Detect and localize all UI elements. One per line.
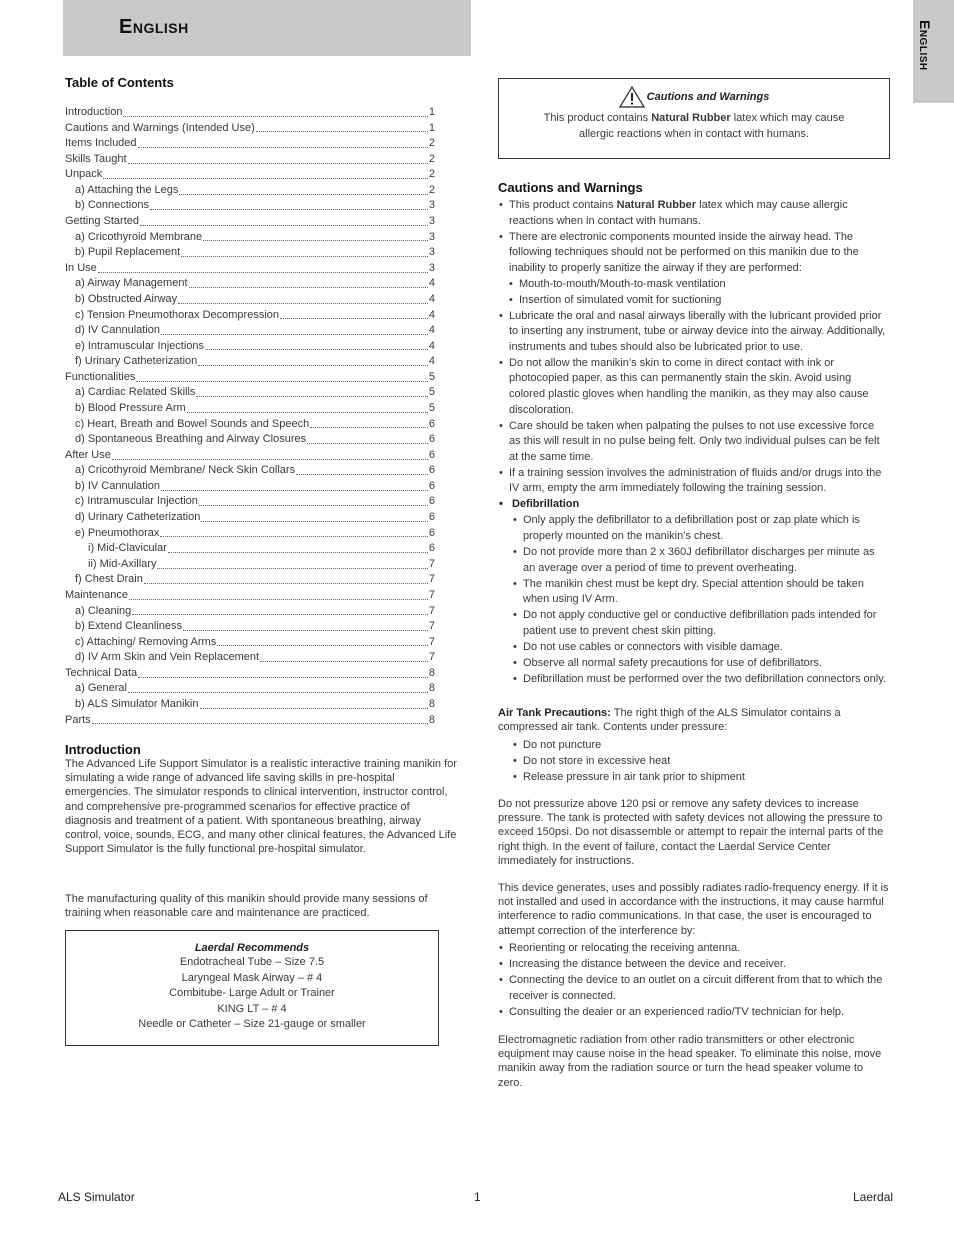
toc-leader-dots (256, 122, 428, 132)
toc-entry-label: Parts (65, 713, 91, 726)
toc-entry-label: b) Obstructed Airway (75, 292, 178, 305)
footer-page-number: 1 (474, 1190, 481, 1204)
toc-entry-label: a) General (75, 682, 127, 695)
list-item: • Reorienting or relocating the receiving antenna. (498, 940, 890, 956)
list-item: • Do not use cables or connectors with visible damage. (498, 640, 888, 656)
toc-entry-page: 6 (428, 495, 435, 508)
header-banner (63, 0, 471, 56)
toc-entry-label: Cautions and Warnings (Intended Use) (65, 121, 255, 134)
toc-entry (65, 526, 435, 542)
toc-entry (65, 650, 435, 666)
toc-entry-page: 6 (428, 448, 435, 461)
toc-leader-dots (92, 714, 428, 724)
toc-entry (65, 510, 435, 526)
toc-entry-page: 4 (428, 277, 435, 290)
toc-entry (65, 619, 435, 635)
toc-leader-dots (123, 107, 427, 117)
toc-entry-page: 7 (428, 573, 435, 586)
toc-entry (65, 541, 435, 557)
toc-leader-dots (183, 621, 428, 631)
list-item: • If a training session involves the administration of fluids and/or drugs into the IV arm, empty the arm immediately following the training session. (498, 466, 888, 497)
pressure-paragraph: Do not pressurize above 120 psi or remove any safety devices to increase pressure. The tank is protected with safety devices not allowing the pressure to exceed 150psi. Do not disassemble or attempt to repair the internal parts of the right thigh. In the event of failure, contact the Laerdal Service Center immediately for instructions. (498, 798, 884, 867)
toc-entry-label: Introduction (65, 106, 123, 118)
warning-text (529, 110, 859, 142)
toc-entry (65, 401, 435, 417)
toc-leader-dots (181, 247, 428, 257)
list-item: • Do not allow the manikin’s skin to come in direct contact with ink or photocopied paper, as this can permanently stain the skin. Avoid using colored plastic gloves when handling the manikin, as they may also cause discoloration. (498, 356, 888, 418)
toc-leader-dots (189, 278, 428, 288)
recommends-title: Laerdal Recommends (194, 942, 310, 954)
toc-entry (65, 105, 435, 121)
toc-entry (65, 167, 435, 183)
cautions-list (498, 198, 888, 688)
air-tank-label: Air Tank Precautions: (498, 707, 611, 719)
toc-entry (65, 183, 435, 199)
toc-entry (65, 417, 435, 433)
toc-leader-dots (205, 340, 428, 350)
toc-entry-page: 4 (428, 355, 435, 368)
toc-entry-page: 6 (428, 511, 435, 524)
toc-entry-page: 3 (428, 215, 435, 228)
toc-leader-dots (138, 138, 428, 148)
toc-leader-dots (144, 574, 428, 584)
toc-entry-page: 8 (428, 713, 435, 726)
list-item: • Care should be taken when palpating the pulses to not use excessive force as this will result in no pulse being felt. Only two individual pulses can be felt at the same time. (498, 419, 888, 466)
introduction-paragraph: The Advanced Life Support Simulator is a realistic interactive training manikin for simulating a wide range of advanced life saving skills in pre-hospital emergencies. The simulator responds to clinical intervention, instructor control, and comprehensive pre-programmed scenarios for effective practice of diagnosis and treatment of a patient. With spontaneous breathing, airway control, voice, sounds, ECG, and many other clinical features, the Advanced Life Support Simulator is the fully functional pre-hospital simulator. (65, 758, 457, 856)
toc-entry-page: 1 (428, 106, 435, 118)
toc-entry (65, 276, 435, 292)
toc-entry (65, 635, 435, 651)
toc-leader-dots (168, 543, 428, 553)
warning-text-end: latex which may cause allergic reactions when in contact with humans. (579, 112, 845, 140)
toc-entry-label: c) Heart, Breath and Bowel Sounds and Speech (75, 417, 310, 430)
toc-leader-dots (201, 512, 428, 522)
toc-entry-label: Skills Taught (65, 152, 127, 165)
toc-leader-dots (179, 185, 428, 195)
toc-entry (65, 713, 435, 729)
toc-leader-dots (196, 387, 427, 397)
radio-frequency-list (498, 940, 890, 1020)
toc-entry (65, 308, 435, 324)
toc-entry (65, 666, 435, 682)
toc-entry-page: 3 (428, 230, 435, 243)
list-item: • Do not store in excessive heat (498, 753, 888, 769)
toc-entry-label: b) Connections (75, 199, 149, 212)
toc-entry-page: 7 (428, 651, 435, 664)
toc-entry-label: b) Pupil Replacement (75, 246, 181, 259)
toc-leader-dots (157, 559, 427, 569)
recommends-item: Laryngeal Mask Airway – # 4 (181, 971, 323, 984)
toc-entry-label: Maintenance (65, 588, 128, 601)
toc-entry-page: 8 (428, 666, 435, 679)
toc-leader-dots (98, 263, 428, 273)
list-item: • The manikin chest must be kept dry. Special attention should be taken when using IV Arm. (498, 577, 888, 608)
toc-entry-page: 6 (428, 417, 435, 430)
toc-leader-dots (178, 294, 428, 304)
toc-leader-dots (132, 605, 428, 615)
toc-entry-page: 2 (428, 152, 435, 165)
toc-entry (65, 214, 435, 230)
list-item: • Only apply the defibrillator to a defibrillation post or zap plate which is properly mounted on the manikin’s chest. (498, 513, 888, 544)
cautions-heading: Cautions and Warnings (498, 180, 643, 195)
toc-entry-page: 8 (428, 697, 435, 710)
toc-entry-label: Unpack (65, 168, 103, 181)
list-item: • Observe all normal safety precautions for use of defibrillators. (498, 656, 888, 672)
toc-entry-label: f) Urinary Catheterization (75, 355, 198, 368)
toc-entry-label: c) Intramuscular Injection (75, 495, 198, 508)
recommends-item: Endotracheal Tube – Size 7.5 (179, 956, 325, 968)
toc-entry-page: 7 (428, 635, 435, 648)
toc-entry (65, 681, 435, 697)
toc-entry-label: d) Spontaneous Breathing and Airway Closures (75, 433, 307, 446)
side-tab-label: English (917, 20, 933, 71)
text: latex which may cause allergic reactions when in contact with humans. (509, 199, 848, 227)
warning-title: Cautions and Warnings (646, 91, 770, 103)
toc-entry (65, 136, 435, 152)
toc-entry-page: 5 (428, 386, 435, 399)
toc-entry-page: 7 (428, 620, 435, 633)
toc-entry-label: d) Urinary Catheterization (75, 511, 201, 524)
air-tank-list (498, 737, 888, 785)
toc-entry-page: 3 (428, 261, 435, 274)
toc-entry-label: e) Intramuscular Injections (75, 339, 204, 352)
page-title: English (119, 16, 189, 38)
toc-entry (65, 697, 435, 713)
laerdal-recommends-box (65, 930, 439, 1046)
list-item: • Do not provide more than 2 x 360J defibrillator discharges per minute as an average over a period of time to prevent overheating. (498, 545, 888, 576)
toc-entry-label: e) Pneumothorax (75, 526, 160, 539)
toc-entry (65, 370, 435, 386)
toc-entry (65, 448, 435, 464)
toc-entry-label: ii) Mid-Axillary (88, 557, 157, 570)
warning-text-start: This product contains (543, 112, 652, 124)
list-item (498, 198, 888, 229)
list-item: • Insertion of simulated vomit for suctioning (498, 293, 888, 309)
toc-entry-label: After Use (65, 448, 111, 461)
toc-entry (65, 198, 435, 214)
toc-leader-dots (103, 169, 428, 179)
toc-leader-dots (128, 683, 428, 693)
toc-entry-page: 7 (428, 588, 435, 601)
footer-brand: Laerdal (853, 1190, 894, 1204)
toc-leader-dots (128, 154, 428, 164)
toc-leader-dots (136, 372, 428, 382)
toc-heading: Table of Contents (65, 75, 174, 90)
toc-entry (65, 463, 435, 479)
defibrillation-heading: • Defibrillation (498, 497, 888, 513)
toc-entry (65, 339, 435, 355)
toc-entry-label: a) Cricothyroid Membrane (75, 230, 203, 243)
toc-entry-label: a) Cleaning (75, 604, 132, 617)
toc-entry (65, 261, 435, 277)
toc-entry-page: 2 (428, 183, 435, 196)
toc-entry (65, 354, 435, 370)
toc-entry-label: Functionalities (65, 370, 136, 383)
toc-entry (65, 245, 435, 261)
toc-entry-page: 4 (428, 308, 435, 321)
toc-entry-page: 8 (428, 682, 435, 695)
list-item: • Connecting the device to an outlet on a circuit different from that to which the receiver is connected. (498, 972, 890, 1004)
toc-entry-label: c) Tension Pneumothorax Decompression (75, 308, 280, 321)
toc-entry-page: 1 (428, 121, 435, 134)
list-item: • There are electronic components mounted inside the airway head. The following techniques should not be performed on this manikin due to the inability to properly sanitize the airway if they are performed: (498, 230, 888, 277)
quality-paragraph: The manufacturing quality of this manikin should provide many sessions of training when reasonable care and maintenance are practiced. (65, 893, 428, 920)
toc-entry-label: In Use (65, 261, 97, 274)
toc-leader-dots (280, 309, 428, 319)
toc-entry-page: 4 (428, 292, 435, 305)
toc-entry-page: 5 (428, 370, 435, 383)
toc-leader-dots (161, 325, 428, 335)
toc-leader-dots (310, 418, 428, 428)
toc-entry (65, 604, 435, 620)
toc-leader-dots (138, 668, 428, 678)
toc-leader-dots (199, 496, 428, 506)
toc-entry (65, 230, 435, 246)
toc-leader-dots (203, 231, 428, 241)
toc-leader-dots (161, 481, 428, 491)
toc-entry-page: 6 (428, 542, 435, 555)
toc-entry-page: 6 (428, 479, 435, 492)
toc-entry-page: 7 (428, 604, 435, 617)
toc-leader-dots (112, 450, 428, 460)
air-tank-text: The right thigh of the ALS Simulator contains a compressed air tank. Contents under pressure: (498, 707, 841, 734)
toc-entry-page: 6 (428, 526, 435, 539)
toc-entry-page: 3 (428, 199, 435, 212)
toc-entry (65, 588, 435, 604)
toc-entry (65, 479, 435, 495)
recommends-item: Needle or Catheter – Size 21-gauge or smaller (138, 1018, 366, 1031)
toc-entry-page: 4 (428, 324, 435, 337)
toc-leader-dots (260, 652, 428, 662)
introduction-heading: Introduction (65, 742, 141, 757)
text: This product contains (509, 199, 617, 211)
toc-entry-page: 5 (428, 401, 435, 414)
toc-entry-label: Getting Started (65, 215, 139, 228)
toc-leader-dots (160, 527, 427, 537)
toc-leader-dots (150, 200, 428, 210)
list-item: • Increasing the distance between the device and receiver. (498, 956, 890, 972)
warning-text-bold: Natural Rubber (651, 112, 731, 124)
toc-leader-dots (307, 434, 428, 444)
radio-frequency-paragraph: This device generates, uses and possibly radiates radio-frequency energy. If it is not installed and used in accordance with the instructions, it may cause harmful interference to radio communications. In that case, the user is encouraged to attempt correction of the interference by: (498, 882, 889, 937)
warning-box (498, 78, 890, 159)
toc-entry-label: f) Chest Drain (75, 573, 143, 586)
toc-entry (65, 121, 435, 137)
toc-entry-label: Technical Data (65, 666, 138, 679)
air-tank-paragraph (498, 706, 890, 734)
list-item: • Consulting the dealer or an experienced radio/TV technician for help. (498, 1004, 890, 1020)
toc-leader-dots (200, 699, 428, 709)
toc-entry-label: b) Blood Pressure Arm (75, 401, 186, 414)
list-item: • Do not puncture (498, 737, 888, 753)
list-item: • Lubricate the oral and nasal airways liberally with the lubricant provided prior to inserting any instrument, tube or airway device into the airway. Additionally, instruments and tubes should also be lubricated prior to use. (498, 309, 888, 356)
toc-entry-label: b) ALS Simulator Manikin (75, 697, 199, 710)
toc-entry-page: 6 (428, 433, 435, 446)
list-item: • Release pressure in air tank prior to shipment (498, 769, 888, 785)
footer-product: ALS Simulator (58, 1190, 135, 1204)
list-item: • Mouth-to-mouth/Mouth-to-mask ventilation (498, 277, 888, 293)
toc-entry (65, 557, 435, 573)
toc-leader-dots (217, 636, 428, 646)
toc-entry (65, 432, 435, 448)
electromagnetic-paragraph: Electromagnetic radiation from other radio transmitters or other electronic equipment may cause noise in the head speaker. To eliminate this noise, move manikin away from the radiation source or turn the head speaker volume to zero. (498, 1034, 882, 1089)
toc-entry-label: b) IV Cannulation (75, 479, 160, 492)
recommends-item: KING LT – # 4 (217, 1002, 287, 1015)
toc-entry (65, 572, 435, 588)
toc-leader-dots (296, 465, 428, 475)
toc-entry-label: Items Included (65, 137, 137, 150)
toc-entry (65, 292, 435, 308)
toc-leader-dots (140, 216, 428, 226)
toc-entry-page: 3 (428, 246, 435, 259)
warning-triangle-icon (619, 85, 645, 109)
toc-entry-page: 2 (428, 168, 435, 181)
toc-entry-label: i) Mid-Clavicular (88, 542, 167, 555)
warning-title-row (499, 85, 889, 109)
list-item: • Defibrillation must be performed over the two defibrillation connectors only. (498, 672, 888, 688)
toc-entry (65, 385, 435, 401)
toc-entry (65, 494, 435, 510)
recommends-item: Combitube- Large Adult or Trainer (169, 987, 335, 1000)
toc-entry (65, 152, 435, 168)
toc-entry-label: a) Cardiac Related Skills (75, 386, 196, 399)
list-item: • Do not apply conductive gel or conductive defibrillation pads intended for patient use to prevent chest skin pitting. (498, 608, 888, 639)
toc-entry-page: 2 (428, 137, 435, 150)
toc-leader-dots (187, 403, 428, 413)
toc-entry (65, 323, 435, 339)
toc-entry-label: a) Attaching the Legs (75, 183, 179, 196)
toc-entry-label: d) IV Cannulation (75, 324, 160, 337)
toc-leader-dots (198, 356, 428, 366)
toc-entry-page: 7 (428, 557, 435, 570)
text-bold: Natural Rubber (616, 199, 697, 211)
toc-entry-page: 4 (428, 339, 435, 352)
toc-entry-label: a) Airway Management (75, 277, 188, 290)
toc-entry-label: c) Attaching/ Removing Arms (75, 635, 217, 648)
toc-entry-label: d) IV Arm Skin and Vein Replacement (75, 651, 260, 664)
table-of-contents (65, 105, 435, 728)
toc-leader-dots (129, 590, 428, 600)
language-side-tab (913, 0, 954, 103)
toc-entry-page: 6 (428, 464, 435, 477)
toc-entry-label: b) Extend Cleanliness (75, 620, 183, 633)
toc-entry-label: a) Cricothyroid Membrane/ Neck Skin Collars (75, 464, 296, 477)
